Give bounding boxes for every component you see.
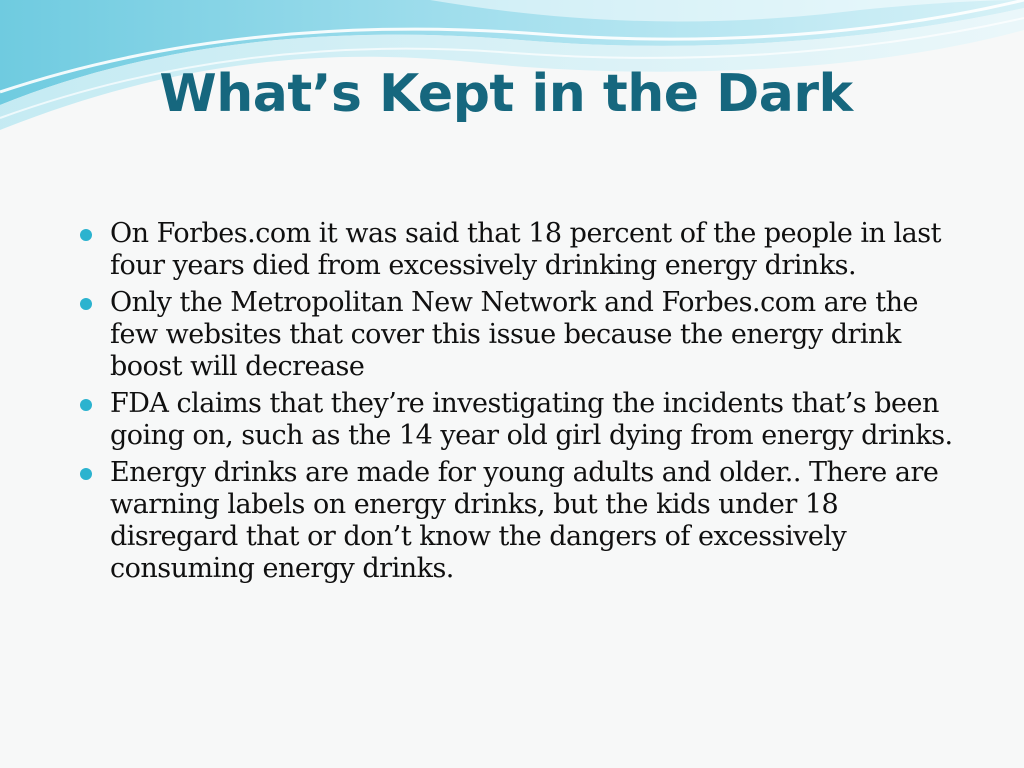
bullet-text: Energy drinks are made for young adults and older.. There are warning labels on energy drinks, but the kids under 18 disregard that or don’t know the dangers of excessively consuming energy drinks.: [110, 457, 939, 584]
bullet-text: FDA claims that they’re investigating the incidents that’s been going on, such as the 14 year old girl dying from energy drinks.: [110, 388, 953, 451]
bullet-item: [80, 388, 965, 452]
bullet-item: [80, 457, 965, 585]
bullet-dot-icon: [80, 399, 92, 411]
bullet-list: [80, 218, 965, 590]
bullet-item: [80, 218, 965, 282]
bullet-text: On Forbes.com it was said that 18 percent of the people in last four years died from excessively drinking energy drinks.: [110, 218, 941, 281]
bullet-item: [80, 287, 965, 383]
bullet-dot-icon: [80, 298, 92, 310]
bullet-text: Only the Metropolitan New Network and Forbes.com are the few websites that cover this issue because the energy drink boost will decrease: [110, 287, 918, 382]
bullet-dot-icon: [80, 468, 92, 480]
slide-title: What’s Kept in the Dark: [159, 64, 853, 124]
bullet-dot-icon: [80, 229, 92, 241]
